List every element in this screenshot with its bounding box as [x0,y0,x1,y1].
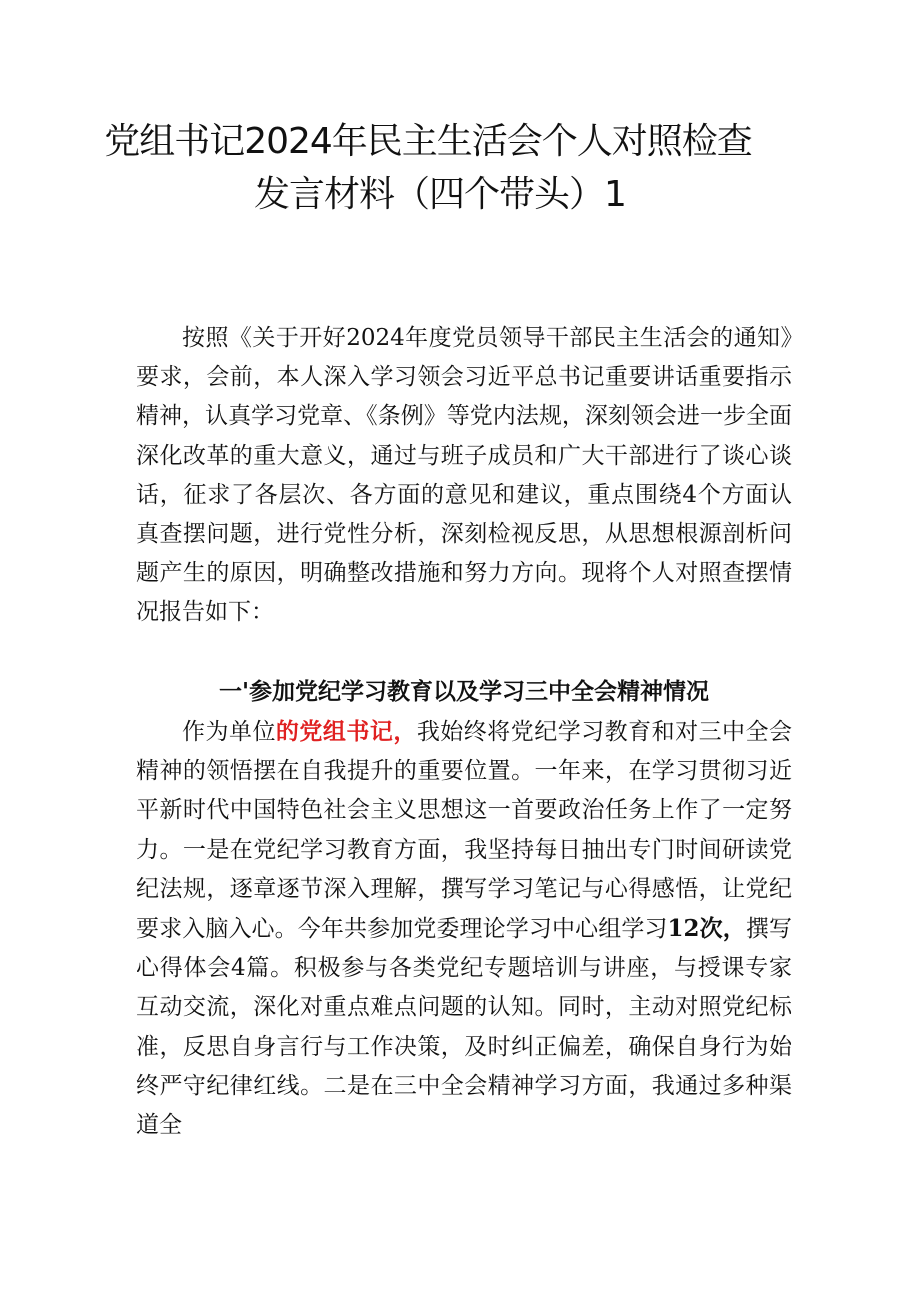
intro-paragraph: 按照《关于开好2024年度党员领导干部民主生活会的通知》要求，会前，本人深入学习领会习近平总书记重要讲话重要指示精神，认真学习党章、《条例》等党内法规，深刻领会进一步全面深化改革的重大意义，通过与班子成员和广大干部进行了谈心谈话，征求了各层次、各方面的意见和建议，重点围绕4个方面认真查摆问题，进行党性分析，深刻检视反思，从思想根源剖析问题产生的原因，明确整改措施和努力方向。现将个人对照查摆情况报告如下： [136,325,792,626]
document-title-line-1: 党组书记2024年民主生活会个人对照检查 [104,121,752,162]
section-heading: 一'参加党纪学习教育以及学习三中全会精神情况 [218,678,710,705]
bold-count-text: 12次， [667,915,746,943]
highlighted-text: 的党组书记， [275,718,417,745]
paragraph-text: 撰写心得体会4篇。积极参与各类党纪专题培训与讲座，与授课专家互动交流，深化对重点难点问题的认知。同时，主动对照党纪标准，反思自身言行与工作决策，及时纠正偏差，确保自身行为始终严守纪律红线。二是在三中全会精神学习方面，我通过多种渠道全 [136,916,793,1139]
paragraph-text: 我始终将党纪学习教育和对三中全会精神的领悟摆在自我提升的重要位置。一年来，在学习贯彻习近平新时代中国特色社会主义思想这一首要政治任务上作了一定努力。一是在党纪学习教育方面，我坚持每日抽出专门时间研读党纪法规，逐章逐节深入理解，撰写学习笔记与心得感悟，让党纪要求入脑入心。今年共参加党委理论学习中心组学习 [136,719,793,943]
paragraph-text: 作为单位 [182,719,276,745]
section-paragraph [136,712,792,1145]
document-title-line-2: 发言材料（四个带头）1 [254,174,626,215]
